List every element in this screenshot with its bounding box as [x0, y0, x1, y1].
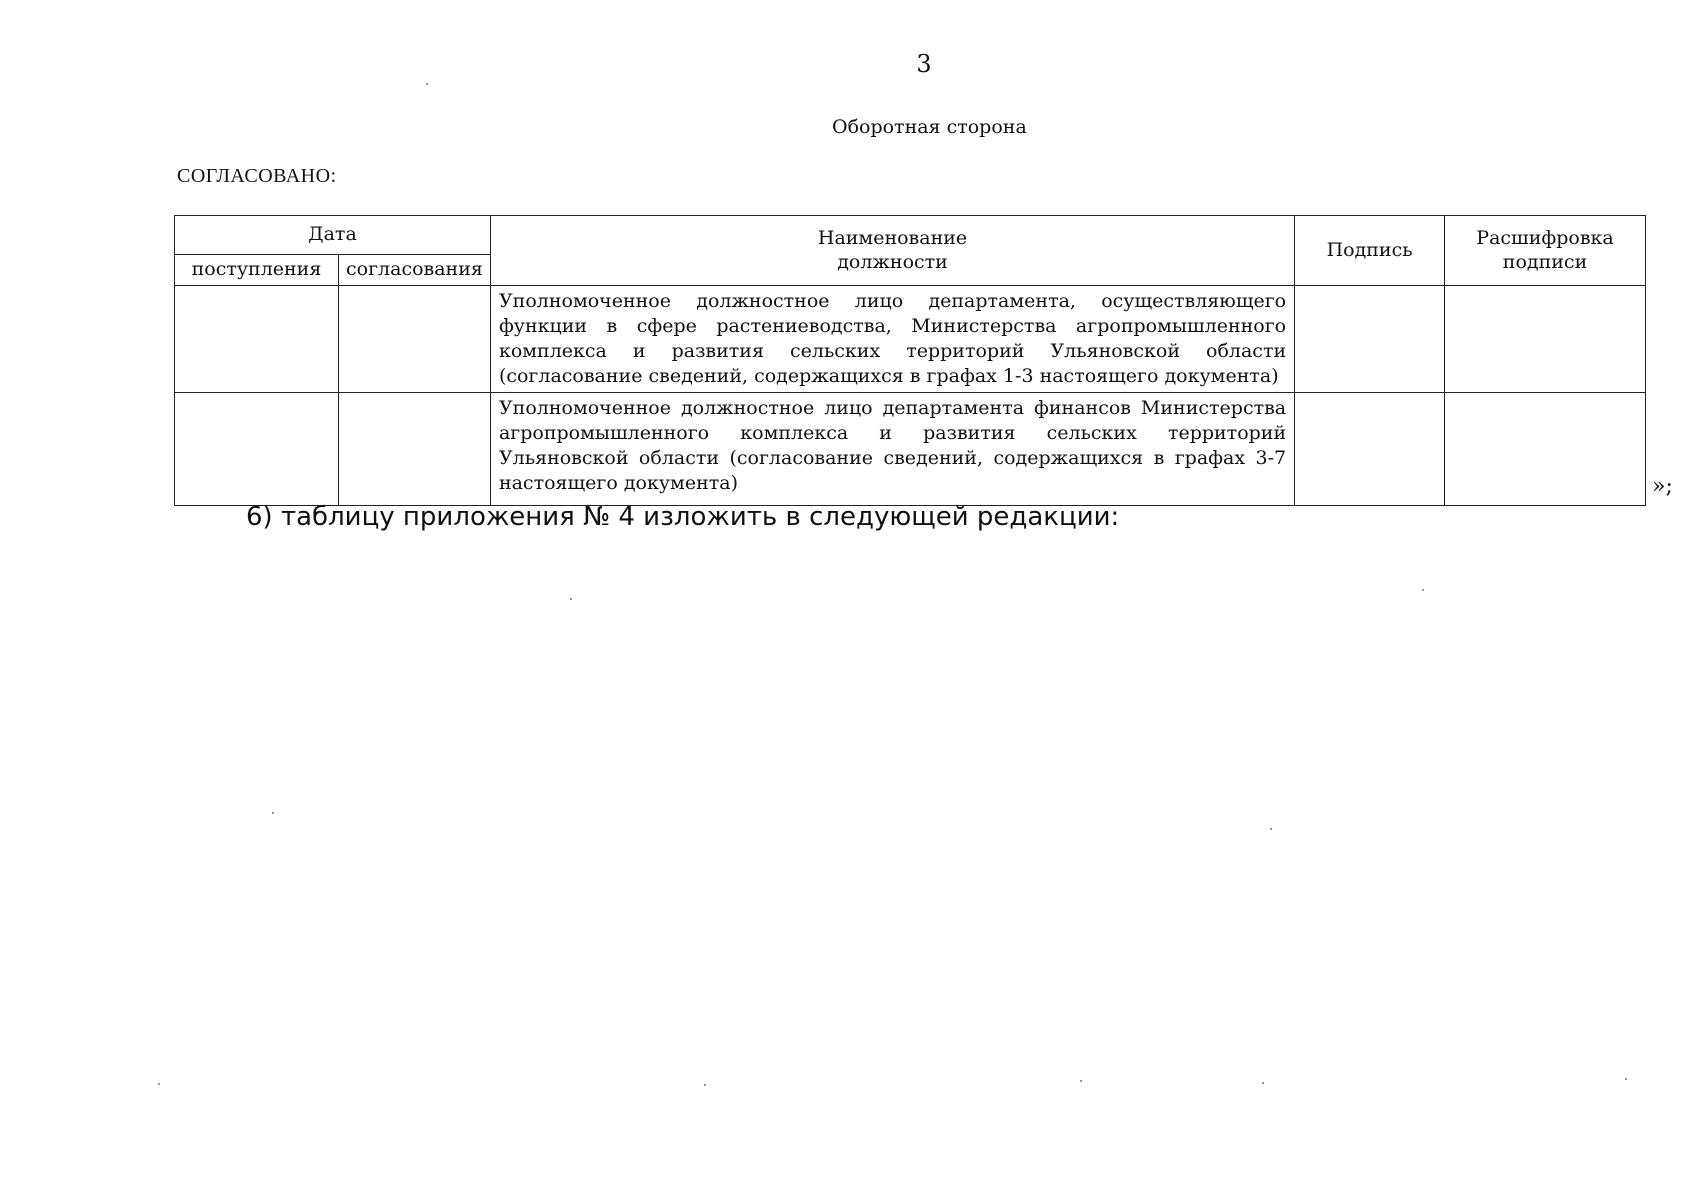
header-position-name-line2: должности: [837, 250, 948, 273]
header-signature-decoding: [1445, 216, 1646, 286]
reverse-side-label: Оборотная сторона: [832, 116, 1027, 138]
received-date-cell: [175, 286, 339, 393]
scan-speck: [570, 598, 572, 600]
header-date-received: поступления: [175, 255, 339, 286]
table-row: [175, 286, 1646, 393]
position-cell: Уполномоченное должностное лицо департамента финансов Министерства агропромышленного комплекса и развития сельских территорий Ульяновской области (согласование сведений, содержащихся в графах 3-7 настоящего документа): [490, 393, 1294, 506]
position-cell: Уполномоченное должностное лицо департамента, осуществляющего функции в сфере растениеводства, Министерства агропромышленного комплекса и развития сельских территорий Ульяновской области (согласование сведений, содержащихся в графах 1-3 настоящего документа): [490, 286, 1294, 393]
signature-decoding-cell: [1445, 286, 1646, 393]
header-position-name-line1: Наименование: [817, 226, 968, 249]
approval-table: [174, 215, 1646, 506]
page-number: 3: [916, 50, 932, 78]
scan-speck: [1262, 1082, 1264, 1084]
scan-speck: [1080, 1080, 1082, 1082]
scan-speck: [704, 1084, 706, 1086]
header-decoding-line2: подписи: [1502, 250, 1588, 273]
signature-cell: [1295, 286, 1445, 393]
scan-speck: [158, 1083, 160, 1085]
scan-speck: [1422, 589, 1424, 591]
scan-speck: [1270, 828, 1272, 830]
agreed-date-cell: [338, 286, 490, 393]
approved-label: СОГЛАСОВАНО:: [177, 165, 337, 187]
header-row-top: [175, 216, 1646, 255]
scan-speck: [272, 812, 274, 814]
header-date: Дата: [175, 216, 491, 255]
agreed-date-cell: [338, 393, 490, 506]
signature-decoding-cell: [1445, 393, 1646, 506]
received-date-cell: [175, 393, 339, 506]
instruction-text: 6) таблицу приложения № 4 изложить в следующей редакции:: [246, 502, 1120, 532]
header-decoding-line1: Расшифровка: [1476, 226, 1614, 249]
scan-speck: [1625, 1078, 1627, 1080]
signature-cell: [1295, 393, 1445, 506]
header-date-agreed: согласования: [338, 255, 490, 286]
header-signature: Подпись: [1295, 216, 1445, 286]
closing-quote: »;: [1652, 474, 1673, 499]
table-row: [175, 393, 1646, 506]
header-position-name: [490, 216, 1294, 286]
scan-speck: [426, 83, 428, 85]
